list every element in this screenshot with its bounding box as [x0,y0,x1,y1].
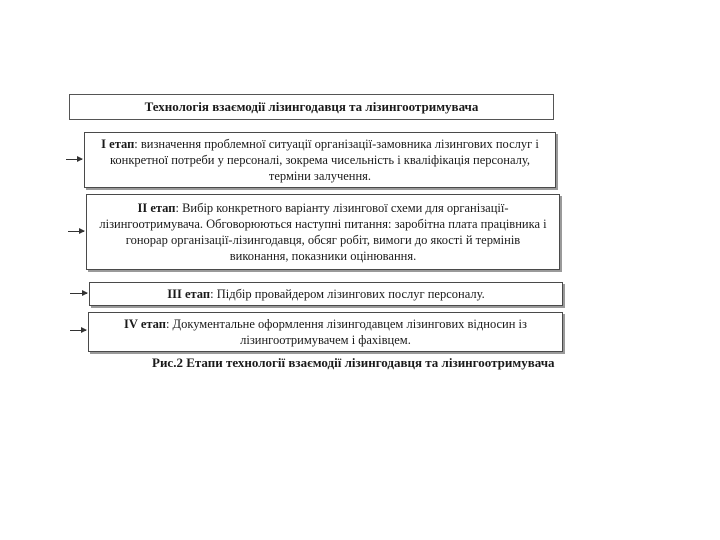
figure-caption: Рис.2 Етапи технології взаємодії лізингодавця та лізингоотримувача [152,355,555,370]
stage-4-content [99,316,552,348]
stage-3-arrow [70,293,87,294]
stage-3-box [89,282,563,306]
stage-1-box [84,132,556,188]
stage-2-text: : Вибір конкретного варіанту лізингової схеми для організації-лізингоотримувача. Обговорюються наступні питання: заробітна плата працівника і гонорар організації-лізингодавця, обсяг робіт, вимоги до якості й термінів виконання, показники оцінювання. [99,201,547,263]
stage-2-arrow [68,231,84,232]
diagram-title: Технологія взаємодії лізингодавця та лізингоотримувача [144,99,479,114]
stage-1-arrow [66,159,82,160]
stage-4-box [88,312,563,352]
stage-2-content [97,200,549,264]
stage-4-label: IV етап [124,317,166,331]
stage-2-label: II етап [137,201,176,215]
stage-3-content [167,286,485,302]
stage-3-label: III етап [167,287,211,301]
stage-1-text: : визначення проблемної ситуації організації-замовника лізингових послуг і конкретної потреби у персоналі, зокрема чисельність і кваліфікація персоналу, терміни залучення. [109,137,539,183]
diagram-title-box [69,94,554,120]
stage-3-text: : Підбір провайдером лізингових послуг персоналу. [210,287,485,301]
stage-4-text: : Документальне оформлення лізингодавцем лізингових відносин із лізингоотримувачем і фахівцем. [165,317,527,347]
stage-1-content [95,136,545,184]
stage-2-box [86,194,560,270]
stage-4-arrow [70,330,86,331]
stage-1-label: I етап [101,137,135,151]
